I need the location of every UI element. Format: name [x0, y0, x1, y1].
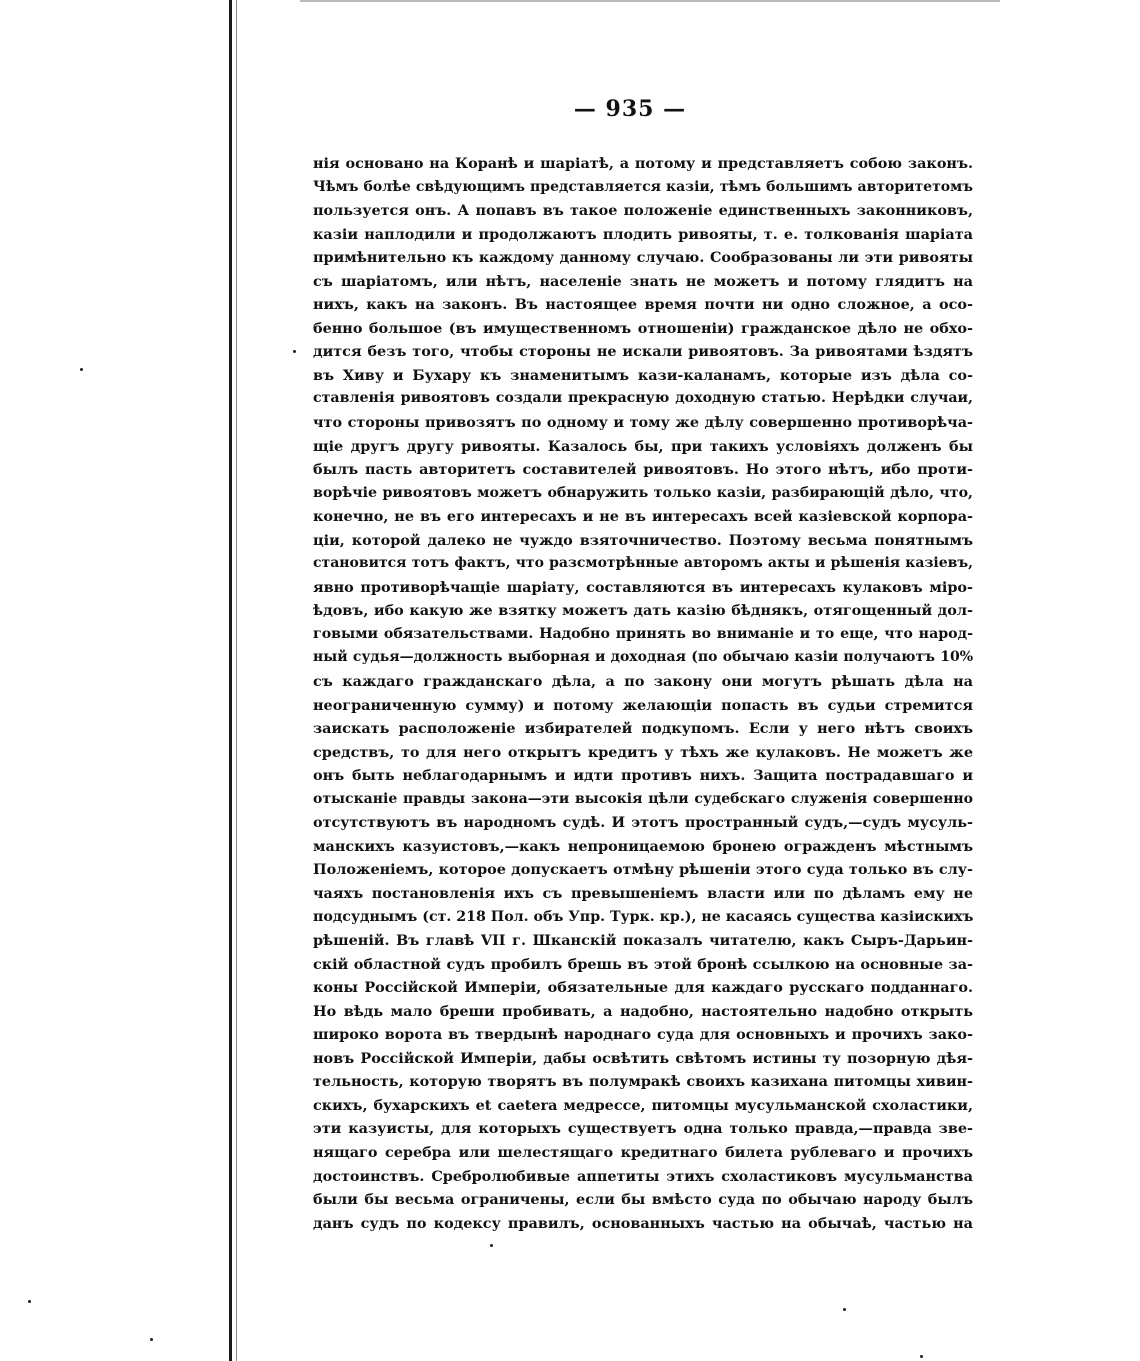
scan-speck	[150, 1338, 153, 1341]
text-line: новъ Россійской Имперіи, дабы освѣтить свѣтомъ истины ту позорную дѣя-	[313, 1049, 973, 1067]
text-line: отысканіе правды закона—эти высокія цѣли судебскаго служенія совершенно	[313, 790, 973, 807]
text-line: Положеніемъ, которое допускаетъ отмѣну рѣшеніи этого суда только въ слу-	[313, 861, 973, 879]
text-line: коны Россійской Имперіи, обязательные для каждаго русскаго подданнаго.	[313, 979, 973, 997]
text-line: манскихъ казуистовъ,—какъ непроницаемою бронею огражденъ мѣстнымъ	[313, 837, 973, 855]
text-line: ставленія ривоятовъ создали прекрасную доходную статью. Нерѣдки случаи,	[313, 390, 973, 407]
text-line: были бы весьма ограничены, если бы вмѣсто суда по обычаю народу былъ	[313, 1191, 973, 1209]
text-line: средствъ, то для него открытъ кредитъ у тѣхъ же кулаковъ. Не можетъ же	[313, 743, 973, 761]
scan-speck	[293, 350, 296, 353]
text-line: нія основано на Коранѣ и шаріатѣ, а потому и представляетъ собою законъ.	[313, 155, 973, 172]
text-line: щіе другъ другу ривояты. Казалось бы, при такихъ условіяхъ долженъ бы	[313, 437, 973, 455]
text-line: Но вѣдь мало бреши пробивать, а надобно, настоятельно надобно открыть	[313, 1002, 973, 1020]
text-line: съ шаріатомъ, или нѣтъ, населеніе знать не можетъ и потому глядитъ на	[313, 272, 973, 290]
text-line: примѣнительно къ каждому данному случаю. Сообразованы ли эти ривояты	[313, 249, 973, 267]
text-line: что стороны привозятъ по одному и тому же дѣлу совершенно противорѣча-	[313, 414, 973, 432]
text-line: нящаго серебра или шелестящаго кредитнаго билета рублеваго и прочихъ	[313, 1143, 973, 1161]
scan-speck	[843, 1308, 846, 1311]
text-line: подсуднымъ (ст. 218 Пол. объ Упр. Турк. кр.), не касаясь существа казіискихъ	[313, 908, 973, 925]
text-line: отсутствуютъ въ народномъ судѣ. И этотъ пространный судъ,—судъ мусуль-	[313, 814, 973, 832]
text-line: скій областной судъ пробилъ брешь въ этой бронѣ ссылкою на основные за-	[313, 955, 973, 973]
text-line: достоинствъ. Сребролюбивые аппетиты этихъ схоластиковъ мусульманства	[313, 1167, 973, 1185]
scan-speck	[28, 1300, 31, 1303]
text-line: данъ судъ по кодексу правилъ, основанныхъ частью на обычаѣ, частью на	[313, 1214, 973, 1232]
text-line: рѣшеній. Въ главѣ VII г. Шканскій показалъ читателю, какъ Сыръ-Дарьин-	[313, 932, 973, 950]
text-line: Чѣмъ болѣе свѣдующимъ представляется казіи, тѣмъ большимъ авторитетомъ	[313, 178, 973, 195]
text-line: ціи, которой далеко не чуждо взяточничество. Поэтому весьма понятнымъ	[313, 531, 973, 549]
text-line: заискать расположеніе избирателей подкупомъ. Если у него нѣтъ своихъ	[313, 720, 973, 738]
page-number: — 935 —	[573, 96, 687, 122]
text-line: эти казуисты, для которыхъ существуетъ одна только правда,—правда зве-	[313, 1120, 973, 1138]
text-line: казіи наплодили и продолжаютъ плодить ривояты, т. е. толкованія шаріата	[313, 225, 973, 243]
text-line: тельность, которую творятъ въ полумракѣ своихъ казихана питомцы хивин-	[313, 1073, 973, 1091]
text-line: явно противорѣчащіе шаріату, составляются въ интересахъ кулаковъ міро-	[313, 578, 973, 596]
binding-edge-shadow	[236, 0, 237, 1361]
text-line: скихъ, бухарскихъ et caetera медрессе, питомцы мусульманской схоластики,	[313, 1096, 973, 1114]
text-line: становится тотъ фактъ, что разсмотрѣнные авторомъ акты и рѣшенія казіевъ,	[313, 555, 973, 572]
text-line: ѣдовъ, ибо какую же взятку можетъ дать казію бѣднякъ, отягощенный дол-	[313, 602, 973, 620]
text-line: въ Хиву и Бухару къ знаменитымъ кази-каланамъ, которые изъ дѣла со-	[313, 366, 973, 384]
text-line: былъ пасть авторитетъ составителей ривоятовъ. Но этого нѣтъ, ибо проти-	[313, 461, 973, 479]
text-line: пользуется онъ. А попавъ въ такое положеніе единственныхъ законниковъ,	[313, 202, 973, 220]
text-line: ворѣчіе ривоятовъ можетъ обнаружить только казіи, разбирающій дѣло, что,	[313, 484, 973, 501]
text-line: дится безъ того, чтобы стороны не искали ривоятовъ. За ривоятами ѣздятъ	[313, 343, 973, 361]
text-line: бенно большое (въ имущественномъ отношеніи) гражданское дѣло не обхо-	[313, 319, 973, 337]
text-line: говыми обязательствами. Надобно принять во вниманіе и то еще, что народ-	[313, 625, 973, 642]
text-line: нихъ, какъ на законъ. Въ настоящее время почти ни одно сложное, а осо-	[313, 296, 973, 314]
text-line: чаяхъ постановленія ихъ съ превышеніемъ власти или по дѣламъ ему не	[313, 884, 973, 902]
scan-speck	[920, 1355, 923, 1358]
body-text	[313, 152, 973, 1235]
text-line: широко ворота въ твердынѣ народнаго суда для основныхъ и прочихъ зако-	[313, 1026, 973, 1044]
text-line: ный судья—должность выборная и доходная (по обычаю казіи получаютъ 10%	[313, 649, 973, 666]
text-line: онъ быть неблагодарнымъ и идти противъ нихъ. Защита пострадавшаго и	[313, 767, 973, 785]
scan-speck	[80, 368, 83, 371]
top-scan-edge	[300, 0, 1000, 2]
binding-edge-line	[229, 0, 232, 1361]
text-line: неограниченную сумму) и потому желающіи попасть въ судьи стремится	[313, 696, 973, 714]
text-line: съ каждаго гражданскаго дѣла, а по закону они могутъ рѣшать дѣла на	[313, 673, 973, 691]
scan-speck	[490, 1244, 493, 1247]
text-line: конечно, не въ его интересахъ и не въ интересахъ всей казіевской корпора-	[313, 508, 973, 526]
